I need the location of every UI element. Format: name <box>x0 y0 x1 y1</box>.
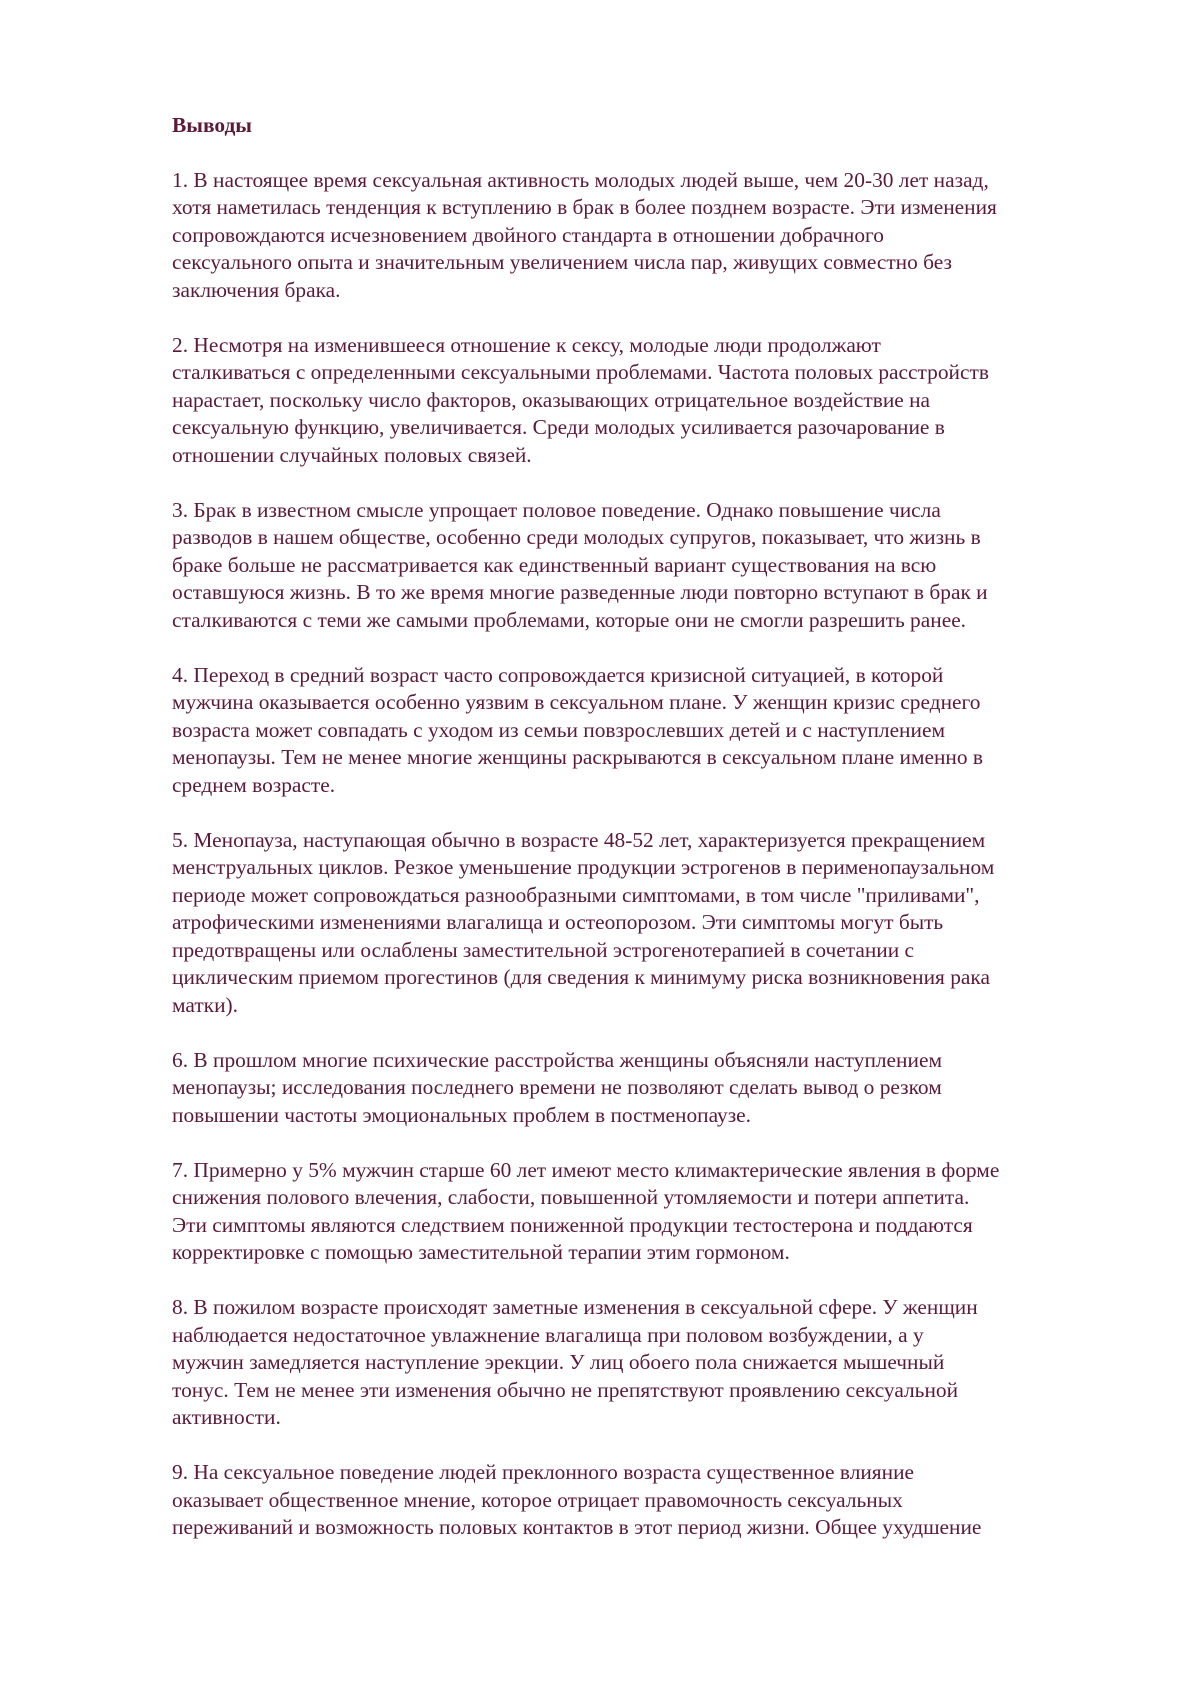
paragraph-line: 4. Переход в средний возраст часто сопровождается кризисной ситуацией, в которой <box>172 662 944 687</box>
paragraph-line: менопаузы. Тем не менее многие женщины раскрываются в сексуальном плане именно в <box>172 745 984 769</box>
paragraph-line: менструальных циклов. Резкое уменьшение продукции эстрогенов в перименопаузальном <box>172 855 995 879</box>
paragraph-line: хотя наметилась тенденция к вступлению в брак в более позднем возрасте. Эти изменения <box>172 195 997 219</box>
paragraph-line: снижения полового влечения, слабости, повышенной утомляемости и потери аппетита. <box>172 1185 970 1209</box>
paragraph-line: мужчин замедляется наступление эрекции. У лиц обоего пола снижается мышечный <box>172 1350 945 1374</box>
paragraph-line: сопровождаются исчезновением двойного стандарта в отношении добрачного <box>172 222 884 247</box>
paragraph-line: 3. Брак в известном смысле упрощает половое поведение. Однако повышение числа <box>172 497 941 522</box>
paragraph-line: 1. В настоящее время сексуальная активность молодых людей выше, чем 20-30 лет назад, <box>172 167 989 192</box>
paragraph-line: матки). <box>172 992 238 1017</box>
paragraph-line: 9. На сексуальное поведение людей преклонного возраста существенное влияние <box>172 1460 915 1484</box>
paragraph-line: корректировке с помощью заместительной терапии этим гормоном. <box>172 1240 790 1264</box>
paragraph-line: сталкиваются с теми же самыми проблемами, которые они не смогли разрешить ранее. <box>172 607 967 632</box>
paragraph-line: возраста может совпадать с уходом из семьи повзрослевших детей и с наступлением <box>172 717 945 742</box>
paragraph-3 <box>172 497 1127 635</box>
document-heading: Выводы <box>172 113 252 137</box>
paragraph-line: 5. Менопауза, наступающая обычно в возрасте 48-52 лет, характеризуется прекращением <box>172 827 986 852</box>
paragraph-line: менопаузы; исследования последнего времени не позволяют сделать вывод о резком <box>172 1075 942 1099</box>
paragraph-line: браке больше не рассматривается как единственный вариант существования на всю <box>172 552 937 577</box>
paragraph-line: циклическим приемом прогестинов (для сведения к минимуму риска возникновения рака <box>172 965 990 989</box>
paragraph-7 <box>172 1157 1127 1267</box>
document-body <box>172 112 1127 1569</box>
paragraph-line: сталкиваться с определенными сексуальными проблемами. Частота половых расстройств <box>172 360 989 384</box>
paragraph-line: активности. <box>172 1405 281 1429</box>
paragraph-8 <box>172 1294 1127 1432</box>
paragraph-2 <box>172 332 1127 470</box>
paragraph-list <box>172 167 1127 1542</box>
paragraph-line: мужчина оказывается особенно уязвим в сексуальном плане. У женщин кризис среднего <box>172 690 981 714</box>
paragraph-line: переживаний и возможность половых контактов в этот период жизни. Общее ухудшение <box>172 1515 982 1539</box>
paragraph-line: периоде может сопровождаться разнообразными симптомами, в том числе "приливами", <box>172 882 980 907</box>
paragraph-line: 7. Примерно у 5% мужчин старше 60 лет имеют место климактерические явления в форме <box>172 1157 1000 1182</box>
paragraph-line: разводов в нашем обществе, особенно среди молодых супругов, показывает, что жизнь в <box>172 525 981 549</box>
paragraph-line: тонус. Тем не менее эти изменения обычно не препятствуют проявлению сексуальной <box>172 1377 959 1402</box>
paragraph-line: сексуального опыта и значительным увеличением числа пар, живущих совместно без <box>172 250 952 274</box>
paragraph-6 <box>172 1047 1127 1130</box>
paragraph-line: сексуальную функцию, увеличивается. Среди молодых усиливается разочарование в <box>172 415 945 439</box>
paragraph-line: оставшуюся жизнь. В то же время многие разведенные люди повторно вступают в брак и <box>172 580 988 604</box>
paragraph-5 <box>172 827 1127 1020</box>
paragraph-line: атрофическими изменениями влагалища и остеопорозом. Эти симптомы могут быть <box>172 910 944 934</box>
paragraph-line: наблюдается недостаточное увлажнение влагалища при половом возбуждении, а у <box>172 1322 924 1347</box>
paragraph-line: 6. В прошлом многие психические расстройства женщины объясняли наступлением <box>172 1047 942 1072</box>
paragraph-4 <box>172 662 1127 800</box>
paragraph-line: Эти симптомы являются следствием пониженной продукции тестостерона и поддаются <box>172 1212 973 1237</box>
paragraph-line: повышении частоты эмоциональных проблем в постменопаузе. <box>172 1102 752 1127</box>
paragraph-line: оказывает общественное мнение, которое отрицает правомочность сексуальных <box>172 1487 903 1512</box>
paragraph-line: среднем возрасте. <box>172 772 336 797</box>
paragraph-line: отношении случайных половых связей. <box>172 442 532 467</box>
paragraph-line: 2. Несмотря на изменившееся отношение к сексу, молодые люди продолжают <box>172 332 881 357</box>
paragraph-line: предотвращены или ослаблены заместительной эстрогенотерапией в сочетании с <box>172 937 914 962</box>
paragraph-line: нарастает, поскольку число факторов, оказывающих отрицательное воздействие на <box>172 387 931 412</box>
paragraph-line: 8. В пожилом возрасте происходят заметные изменения в сексуальной сфере. У женщин <box>172 1295 978 1319</box>
paragraph-line: заключения брака. <box>172 277 341 302</box>
paragraph-1 <box>172 167 1127 305</box>
paragraph-9 <box>172 1459 1127 1542</box>
